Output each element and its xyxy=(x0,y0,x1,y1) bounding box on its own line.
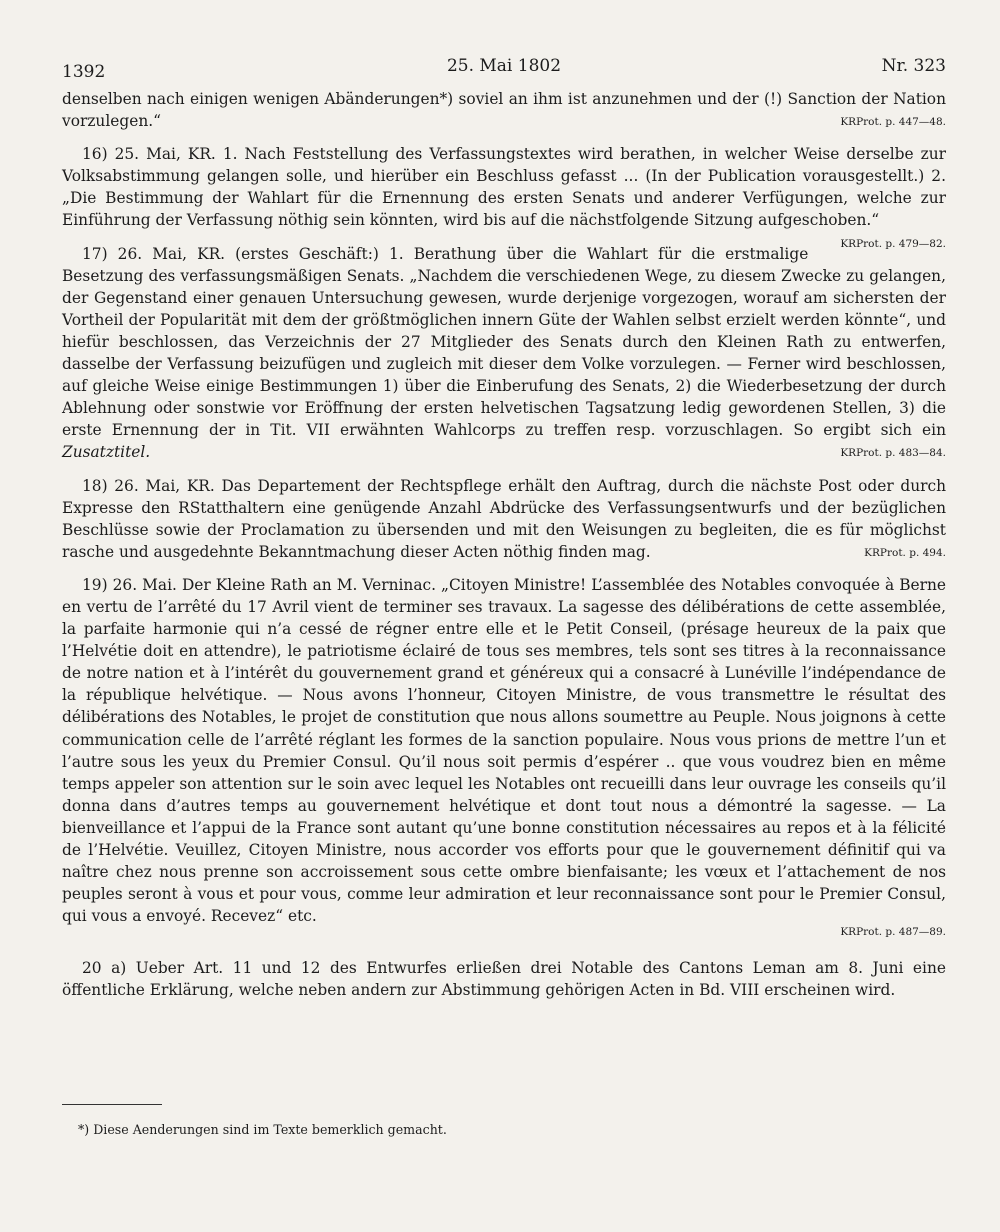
paragraph-20a xyxy=(62,957,946,1001)
protocol-reference: KRProt. p. 494. xyxy=(864,546,946,559)
paragraph-text: 20 a) Ueber Art. 11 und 12 des Entwurfes erließen drei Notable des Cantons Leman am 8. Juni eine öffentliche Erklärung, welche neben andern zur Abstimmung gehörigen Acten in Bd. VIII erscheinen wird. xyxy=(62,959,946,1000)
paragraph-text: 19) 26. Mai. Der Kleine Rath an M. Verninac. „Citoyen Ministre! L’assemblée des Notables convoquée à Berne en vertu de l’arrêté du 17 Avril vient de terminer ses travaux. La sagesse des délibérations de cette assemblée, la parfaite harmonie qui n’a cessé de régner entre elle et le Petit Conseil, (présage heureux de la paix que l’Helvétie doit en attendre), le patriotisme éclairé de tous ses membres, tels sont ses titres à la reconnaissance de notre nation et à l’intérêt du gouvernement grand et généreux qui a consacré à Lunéville l’indépendance de la république helvétique. — Nous avons l’honneur, Citoyen Ministre, de vous transmettre le résultat des délibérations des Notables, le projet de constitution que nous allons soumettre au Peuple. Nous joignons à cette communication celle de l’arrêté réglant les formes de la sanction populaire. Nous vous prions de mettre l’un et l’autre sous les yeux du Premier Consul. Qu’il nous soit permis d’espérer .. que vous voudrez bien en même temps appeler son attention sur le soin avec lequel les Notables ont recueilli dans leur ouvrage les conseils qu’il donna dans d’autres temps au gouvernement helvétique et dont tout nous a démontré la sagesse. — La bienveillance et l’appui de la France sont autant qu’une bonne constitution nécessaires au repos et à la félicité de l’Helvétie. Veuillez, Citoyen Ministre, nous accorder vos efforts pour que le gouvernement définitif qui va naître chez nous prenne son accroissement sous cette ombre bienfaisante; les vœux et l’attachement de nos peuples seront à vous et pour vous, comme leur admiration et leur reconnaissance sont pour le Premier Consul, qui vous a envoyé. Recevez“ etc. xyxy=(62,575,946,926)
page-number: 1392 xyxy=(62,62,106,82)
paragraph-17 xyxy=(62,243,946,464)
italic-term: Zusatztitel. xyxy=(62,443,151,462)
paragraph-18 xyxy=(62,475,946,563)
paragraph-continuation xyxy=(62,88,946,132)
footnote-divider xyxy=(62,1104,162,1105)
page-header xyxy=(62,56,946,84)
protocol-reference: KRProt. p. 447—48. xyxy=(840,116,946,129)
protocol-reference: KRProt. p. 483—84. xyxy=(840,447,946,460)
paragraph-16 xyxy=(62,143,946,250)
protocol-reference: KRProt. p. 479—82. xyxy=(840,237,946,250)
document-number: Nr. 323 xyxy=(881,56,946,76)
paragraph-text: 17) 26. Mai, KR. (erstes Geschäft:) 1. Berathung über die Wahlart für die erstmalige Besetzung des verfassungsmäßigen Senats. „Nachdem die verschiedenen Wege, zu diesem Zwecke zu gelangen, der Gegenstand einer genauen Untersuchung gewesen, wurde derjenige vorgezogen, worauf am sichersten der Vortheil der Popularität mit dem der größtmöglichen innern Güte der Wahlen selbst erzielt werden könnte“, und hiefür beschlossen, das Verzeichnis der 27 Mitglieder des Senats durch den Kleinen Rath zu entwerfen, dasselbe der Verfassung beizufügen und zugleich mit dieser dem Volke vorzulegen. — Ferner wird beschlossen, auf gleiche Weise einige Bestimmungen 1) über die Einberufung des Senats, 2) die Wiederbesetzung der durch Ablehnung oder sonstwie vor Eröffnung der ersten helvetischen Tagsatzung ledig gewordenen Stellen, 3) die erste Ernennung der in Tit. VII erwähnten Wahlcorps zu treffen resp. vorzuschlagen. So ergibt sich ein xyxy=(62,244,946,440)
header-date: 25. Mai 1802 xyxy=(446,56,562,76)
footnote: *) Diese Aenderungen sind im Texte bemerklich gemacht. xyxy=(78,1122,447,1137)
protocol-reference: KRProt. p. 487—89. xyxy=(840,926,946,939)
paragraph-19 xyxy=(62,574,946,928)
paragraph-text: denselben nach einigen wenigen Abänderungen*) soviel an ihm ist anzunehmen und der (!) Sanction der Nation vorzulegen.“ xyxy=(62,90,946,131)
paragraph-text: 16) 25. Mai, KR. 1. Nach Feststellung des Verfassungstextes wird berathen, in welcher Weise derselbe zur Volksabstimmung gelangen solle, und hierüber ein Beschluss gefasst ... (In der Publication vorausgestellt.) 2. „Die Bestimmung der Wahlart für die Ernennung des ersten Senats und anderer Verfügungen, welche zur Einführung der Verfassung nöthig sein könnten, wird bis auf die nächstfolgende Sitzung aufgeschoben.“ xyxy=(62,145,946,230)
main-text xyxy=(62,88,946,1013)
paragraph-text: 18) 26. Mai, KR. Das Departement der Rechtspflege erhält den Auftrag, durch die nächste Post oder durch Expresse den RStatthaltern eine genügende Anzahl Abdrücke des Verfassungsentwurfs und der bezüglichen Beschlüsse sowie der Proclamation zu übersenden und mit den Weisungen zu begleiten, die es für möglichst rasche und ausgedehnte Bekanntmachung dieser Acten nöthig finden mag. xyxy=(62,476,946,561)
